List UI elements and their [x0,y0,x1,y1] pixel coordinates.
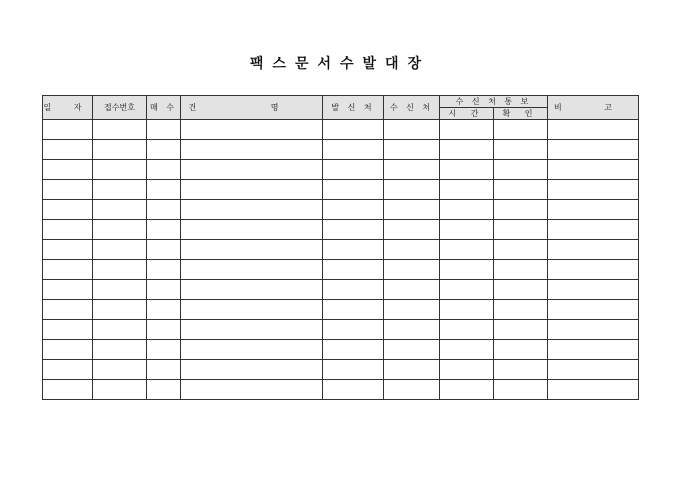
cell-sheets[interactable] [147,280,181,300]
table-row [43,340,639,360]
fax-ledger-table [42,95,639,400]
cell-date[interactable] [43,300,93,320]
cell-notify-time[interactable] [440,180,494,200]
cell-remarks[interactable] [548,200,639,220]
cell-notify-time[interactable] [440,360,494,380]
table-row [43,260,639,280]
cell-subject[interactable] [181,220,323,240]
header-date: 일 자 [43,96,93,120]
cell-notify-confirm[interactable] [494,340,548,360]
cell-recipient[interactable] [384,380,440,400]
cell-date[interactable] [43,140,93,160]
cell-notify-confirm[interactable] [494,280,548,300]
cell-remarks[interactable] [548,180,639,200]
cell-recipient[interactable] [384,180,440,200]
cell-notify-confirm[interactable] [494,200,548,220]
cell-remarks[interactable] [548,300,639,320]
page-title: 팩스문서수발대장 [249,56,431,72]
cell-sender[interactable] [323,140,384,160]
cell-recipient[interactable] [384,200,440,220]
cell-notify-confirm[interactable] [494,160,548,180]
cell-sender[interactable] [323,300,384,320]
table-row [43,380,639,400]
cell-notify-confirm[interactable] [494,220,548,240]
cell-receipt-no[interactable] [93,300,147,320]
cell-date[interactable] [43,180,93,200]
ledger-body [43,120,639,400]
cell-subject[interactable] [181,240,323,260]
cell-sheets[interactable] [147,360,181,380]
cell-recipient[interactable] [384,300,440,320]
header-recipient: 수 신 처 [384,96,440,120]
cell-notify-confirm[interactable] [494,260,548,280]
cell-sheets[interactable] [147,300,181,320]
cell-notify-time[interactable] [440,120,494,140]
cell-receipt-no[interactable] [93,380,147,400]
cell-recipient[interactable] [384,260,440,280]
cell-recipient[interactable] [384,240,440,260]
cell-notify-time[interactable] [440,140,494,160]
cell-recipient[interactable] [384,160,440,180]
cell-sender[interactable] [323,320,384,340]
cell-notify-time[interactable] [440,340,494,360]
cell-subject[interactable] [181,340,323,360]
cell-receipt-no[interactable] [93,120,147,140]
cell-sender[interactable] [323,220,384,240]
cell-notify-confirm[interactable] [494,300,548,320]
cell-receipt-no[interactable] [93,180,147,200]
cell-sender[interactable] [323,380,384,400]
cell-remarks[interactable] [548,260,639,280]
cell-sheets[interactable] [147,180,181,200]
cell-sheets[interactable] [147,200,181,220]
cell-date[interactable] [43,380,93,400]
cell-notify-time[interactable] [440,300,494,320]
cell-sheets[interactable] [147,320,181,340]
cell-date[interactable] [43,220,93,240]
header-sender: 발 신 처 [323,96,384,120]
cell-notify-confirm[interactable] [494,360,548,380]
cell-remarks[interactable] [548,240,639,260]
cell-remarks[interactable] [548,380,639,400]
cell-sender[interactable] [323,180,384,200]
cell-sender[interactable] [323,200,384,220]
cell-subject[interactable] [181,260,323,280]
table-row [43,180,639,200]
table-row [43,280,639,300]
cell-recipient[interactable] [384,280,440,300]
cell-remarks[interactable] [548,160,639,180]
cell-subject[interactable] [181,320,323,340]
cell-notify-time[interactable] [440,260,494,280]
cell-receipt-no[interactable] [93,200,147,220]
cell-date[interactable] [43,260,93,280]
header-notify-time: 시 간 [440,108,494,120]
cell-sheets[interactable] [147,120,181,140]
cell-sender[interactable] [323,120,384,140]
cell-recipient[interactable] [384,340,440,360]
table-row [43,140,639,160]
cell-notify-confirm[interactable] [494,120,548,140]
cell-recipient[interactable] [384,320,440,340]
table-row [43,200,639,220]
cell-sheets[interactable] [147,240,181,260]
cell-receipt-no[interactable] [93,220,147,240]
cell-receipt-no[interactable] [93,160,147,180]
cell-subject[interactable] [181,140,323,160]
cell-notify-time[interactable] [440,220,494,240]
cell-notify-confirm[interactable] [494,320,548,340]
cell-subject[interactable] [181,380,323,400]
table-row [43,120,639,140]
cell-recipient[interactable] [384,360,440,380]
cell-remarks[interactable] [548,140,639,160]
table-row [43,160,639,180]
cell-subject[interactable] [181,300,323,320]
header-receipt-no: 접수번호 [93,96,147,120]
cell-date[interactable] [43,120,93,140]
cell-notify-time[interactable] [440,200,494,220]
cell-notify-confirm[interactable] [494,140,548,160]
cell-sender[interactable] [323,160,384,180]
header-subject: 건 명 [181,96,323,120]
cell-sender[interactable] [323,240,384,260]
cell-sender[interactable] [323,280,384,300]
cell-receipt-no[interactable] [93,340,147,360]
cell-remarks[interactable] [548,120,639,140]
table-row [43,320,639,340]
cell-remarks[interactable] [548,320,639,340]
cell-subject[interactable] [181,180,323,200]
cell-notify-time[interactable] [440,160,494,180]
table-row [43,240,639,260]
cell-notify-time[interactable] [440,380,494,400]
cell-subject[interactable] [181,280,323,300]
cell-subject[interactable] [181,200,323,220]
cell-receipt-no[interactable] [93,260,147,280]
header-notify-group: 수 신 처 통 보 [440,96,548,108]
table-row [43,360,639,380]
cell-date[interactable] [43,160,93,180]
cell-notify-confirm[interactable] [494,380,548,400]
cell-notify-time[interactable] [440,240,494,260]
header-notify-confirm: 확 인 [494,108,548,120]
cell-date[interactable] [43,360,93,380]
cell-date[interactable] [43,280,93,300]
table-row [43,220,639,240]
cell-sheets[interactable] [147,260,181,280]
cell-remarks[interactable] [548,280,639,300]
cell-receipt-no[interactable] [93,360,147,380]
cell-sheets[interactable] [147,220,181,240]
cell-date[interactable] [43,320,93,340]
cell-date[interactable] [43,200,93,220]
cell-remarks[interactable] [548,220,639,240]
cell-sender[interactable] [323,340,384,360]
cell-notify-confirm[interactable] [494,180,548,200]
cell-receipt-no[interactable] [93,140,147,160]
cell-subject[interactable] [181,120,323,140]
cell-sender[interactable] [323,360,384,380]
cell-recipient[interactable] [384,220,440,240]
cell-receipt-no[interactable] [93,320,147,340]
cell-sender[interactable] [323,260,384,280]
cell-remarks[interactable] [548,360,639,380]
cell-receipt-no[interactable] [93,280,147,300]
cell-notify-confirm[interactable] [494,240,548,260]
cell-date[interactable] [43,240,93,260]
header-remarks: 비 고 [548,96,639,120]
cell-notify-time[interactable] [440,280,494,300]
cell-subject[interactable] [181,360,323,380]
cell-subject[interactable] [181,160,323,180]
cell-sheets[interactable] [147,340,181,360]
cell-sheets[interactable] [147,140,181,160]
cell-recipient[interactable] [384,120,440,140]
cell-sheets[interactable] [147,160,181,180]
cell-date[interactable] [43,340,93,360]
cell-remarks[interactable] [548,340,639,360]
header-row [43,96,639,108]
cell-sheets[interactable] [147,380,181,400]
table-row [43,300,639,320]
cell-receipt-no[interactable] [93,240,147,260]
cell-recipient[interactable] [384,140,440,160]
cell-notify-time[interactable] [440,320,494,340]
header-sheets: 매 수 [147,96,181,120]
